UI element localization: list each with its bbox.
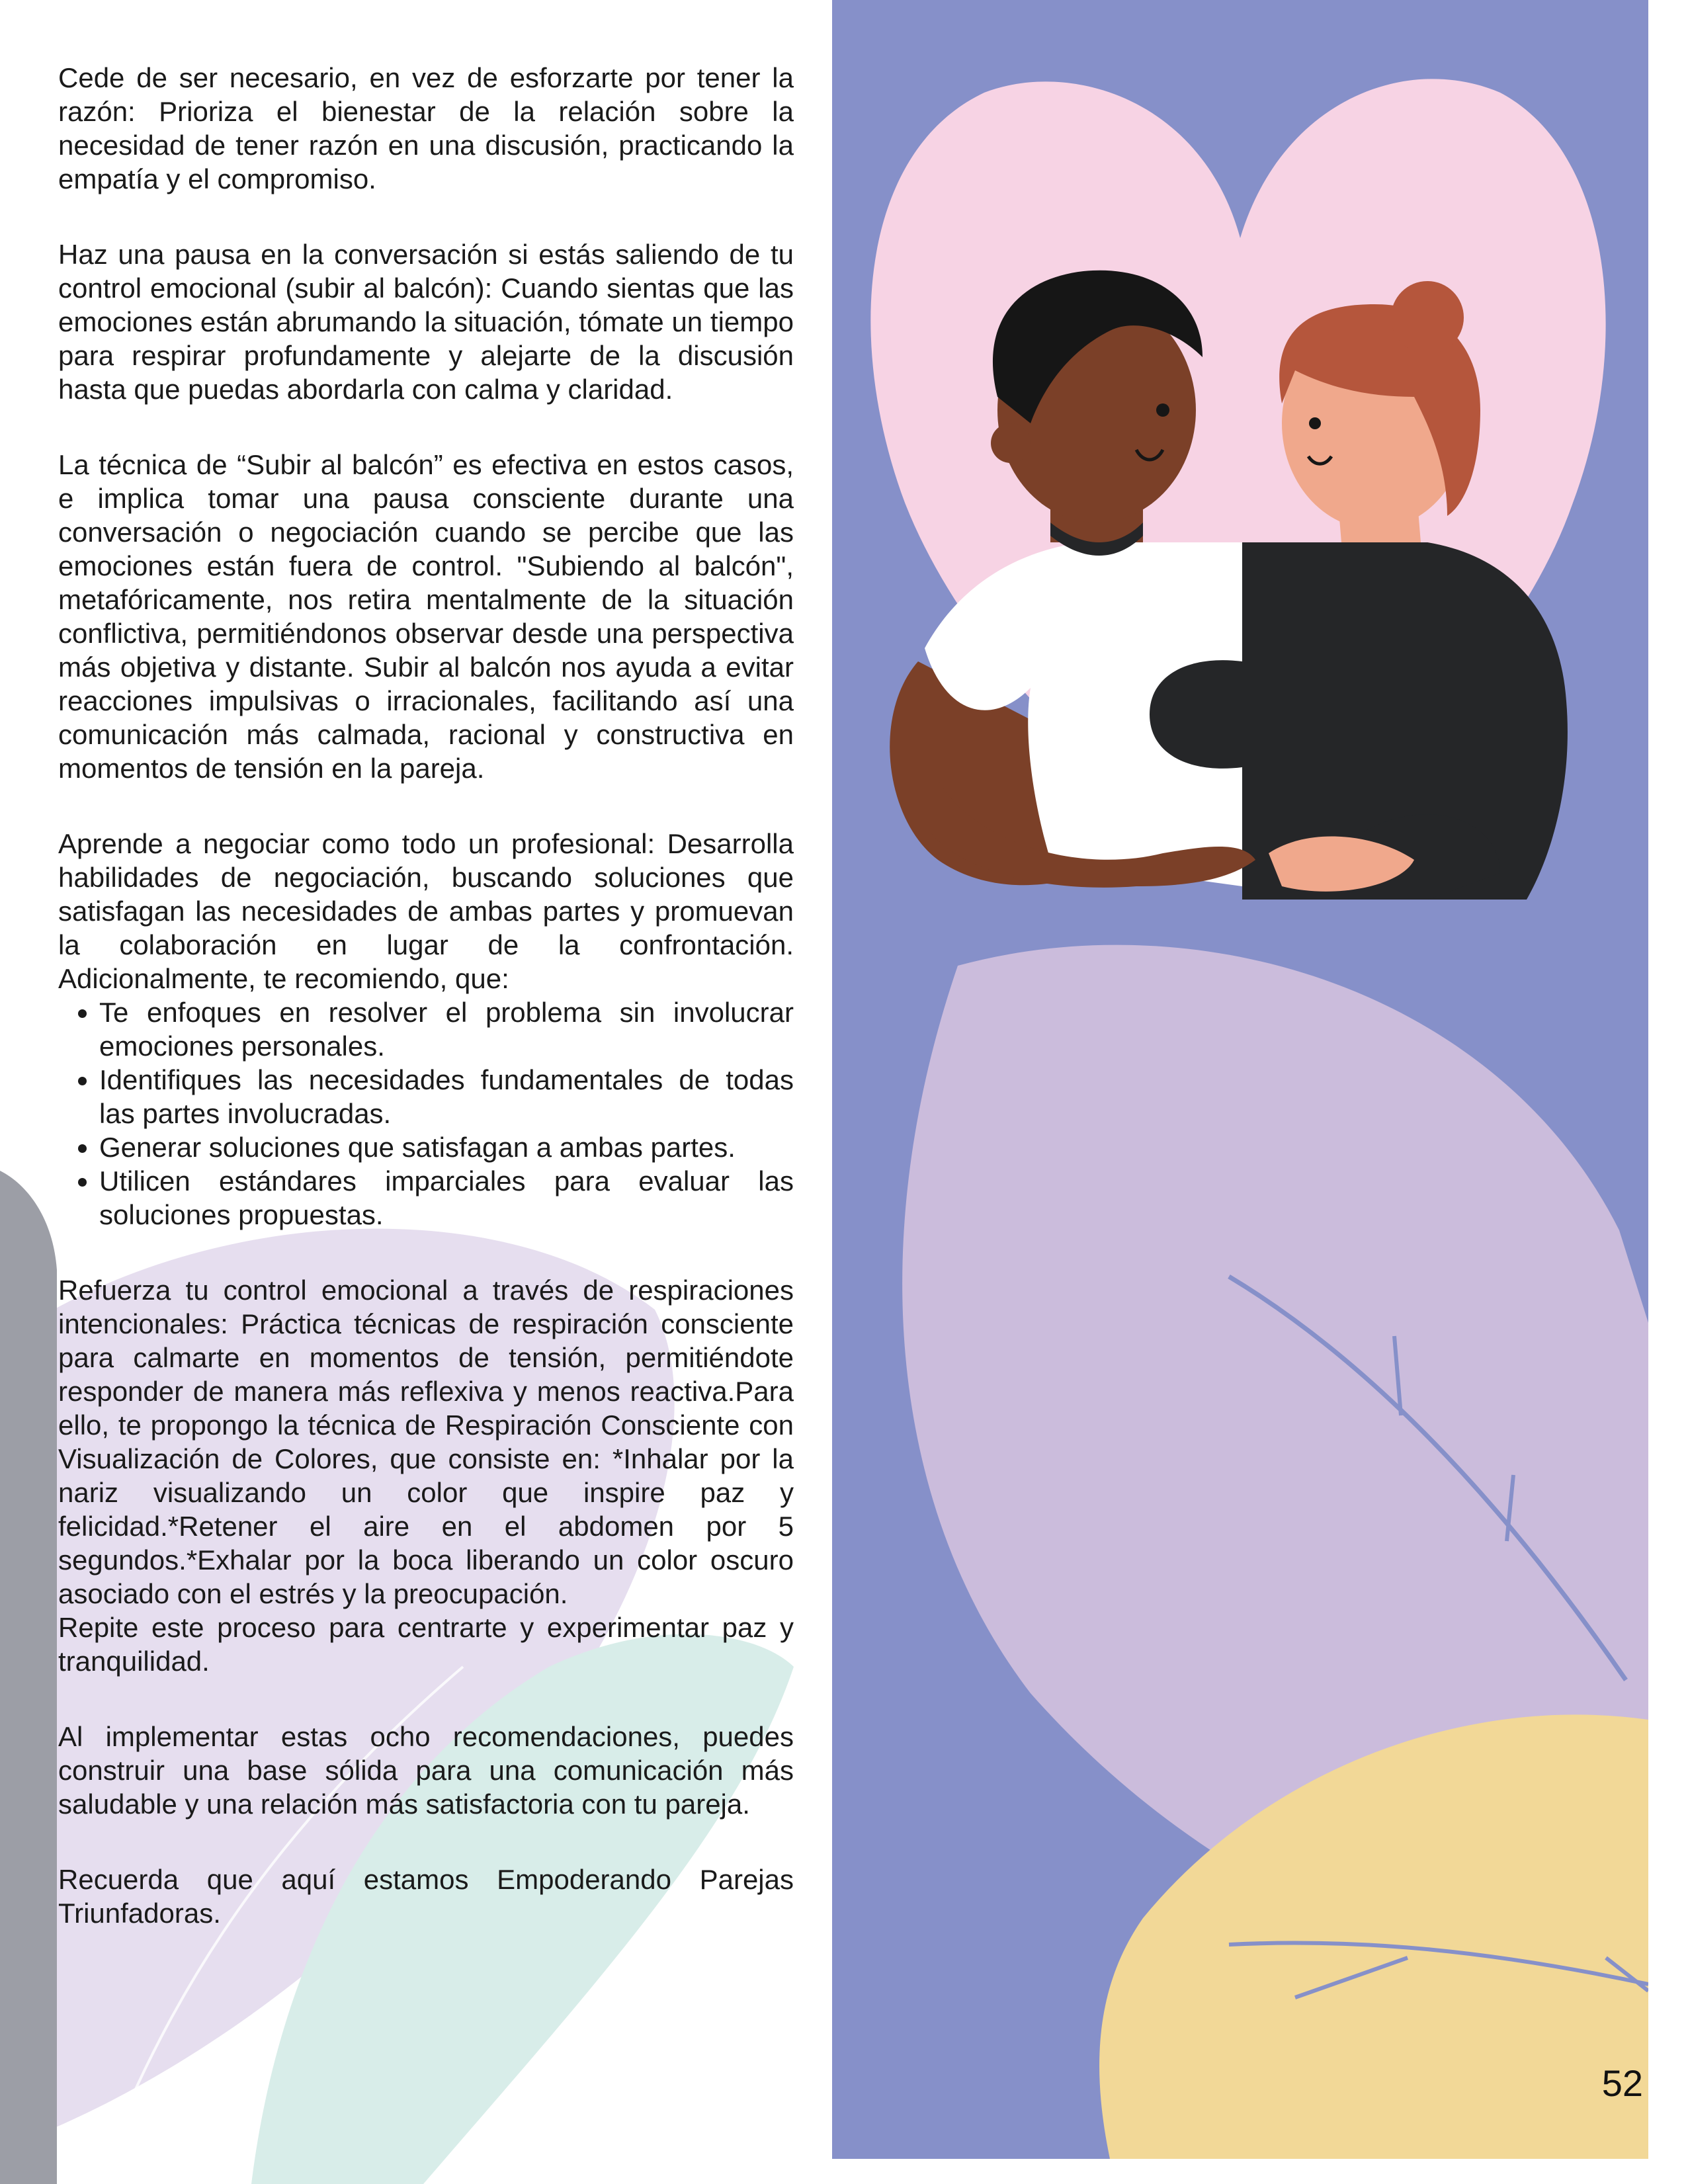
list-item: • Generar soluciones que satisfagan a ambas partes. [99,1130,794,1164]
list-item: • Te enfoques en resolver el problema sin involucrar emociones personales. [99,995,794,1063]
recommendations-list [58,995,794,1232]
page-number: 52 [1601,2062,1643,2104]
woman-hair-bun [1391,281,1464,354]
paragraph-negociar: Aprende a negociar como todo un profesional: Desarrolla habilidades de negociación, buscando soluciones que satisfagan las necesidades de ambas partes y promuevan la colaboración en lugar de la confrontación. Adicionalmente, te recomiendo, que: [58,828,794,994]
paragraph-recuerda: Recuerda que aquí estamos Empoderando Parejas Triunfadoras. [58,1864,794,1929]
couple-puzzle-illustration [832,0,1648,2159]
man-eye [1156,403,1169,417]
couple-illustration-panel [832,0,1648,2159]
list-item: • Utilicen estándares imparciales para evaluar las soluciones propuestas. [99,1164,794,1232]
paragraph-respiracion: Refuerza tu control emocional a través de respiraciones intencionales: Práctica técnicas de respiración consciente para calmarte en momentos de tensión, permitiéndote responder de manera más reflexiva y menos reactiva.Para ello, te propongo la técnica de Respiración Consciente con Visualización de Colores, que consiste en: *Inhalar por la nariz visualizando un color que inspire paz y felicidad.*Retener el aire en el abdomen por 5 segundos.*Exhalar por la boca liberando un color oscuro asociado con el estrés y la preocupación. [58,1275,794,1609]
gray-figure-shape [0,1171,57,2184]
list-item: • Identifiques las necesidades fundamentales de todas las partes involucradas. [99,1063,794,1130]
paragraph-cede: Cede de ser necesario, en vez de esforzarte por tener la razón: Prioriza el bienestar de la relación sobre la necesidad de tener razón en una discusión, practicando la empatía y el compromiso. [58,62,794,194]
man-ear [991,423,1031,463]
article-text [58,61,794,1972]
woman-eye [1309,417,1321,429]
paragraph-pausa: Haz una pausa en la conversación si estás saliendo de tu control emocional (subir al balcón): Cuando sientas que las emociones están abrumando la situación, tómate un tiempo para respirar profundamente y alejarte de la discusión hasta que puedas abordarla con calma y claridad. [58,239,794,405]
paragraph-repite: Repite este proceso para centrarte y experimentar paz y tranquilidad. [58,1612,794,1677]
paragraph-balcon: La técnica de “Subir al balcón” es efectiva en estos casos, e implica tomar una pausa consciente durante una conversación o negociación cuando se percibe que las emociones están fuera de control. "Subiendo al balcón", metafóricamente, nos retira mentalmente de la situación conflictiva, permitiéndonos observar desde una perspectiva más objetiva y distante. Subir al balcón nos ayuda a evitar reacciones impulsivas o irracionales, facilitando así una comunicación más calmada, racional y constructiva en momentos de tensión en la pareja. [58,449,794,784]
paragraph-implementar: Al implementar estas ocho recomendaciones, puedes construir una base sólida para una comunicación más saludable y una relación más satisfactoria con tu pareja. [58,1721,794,1820]
